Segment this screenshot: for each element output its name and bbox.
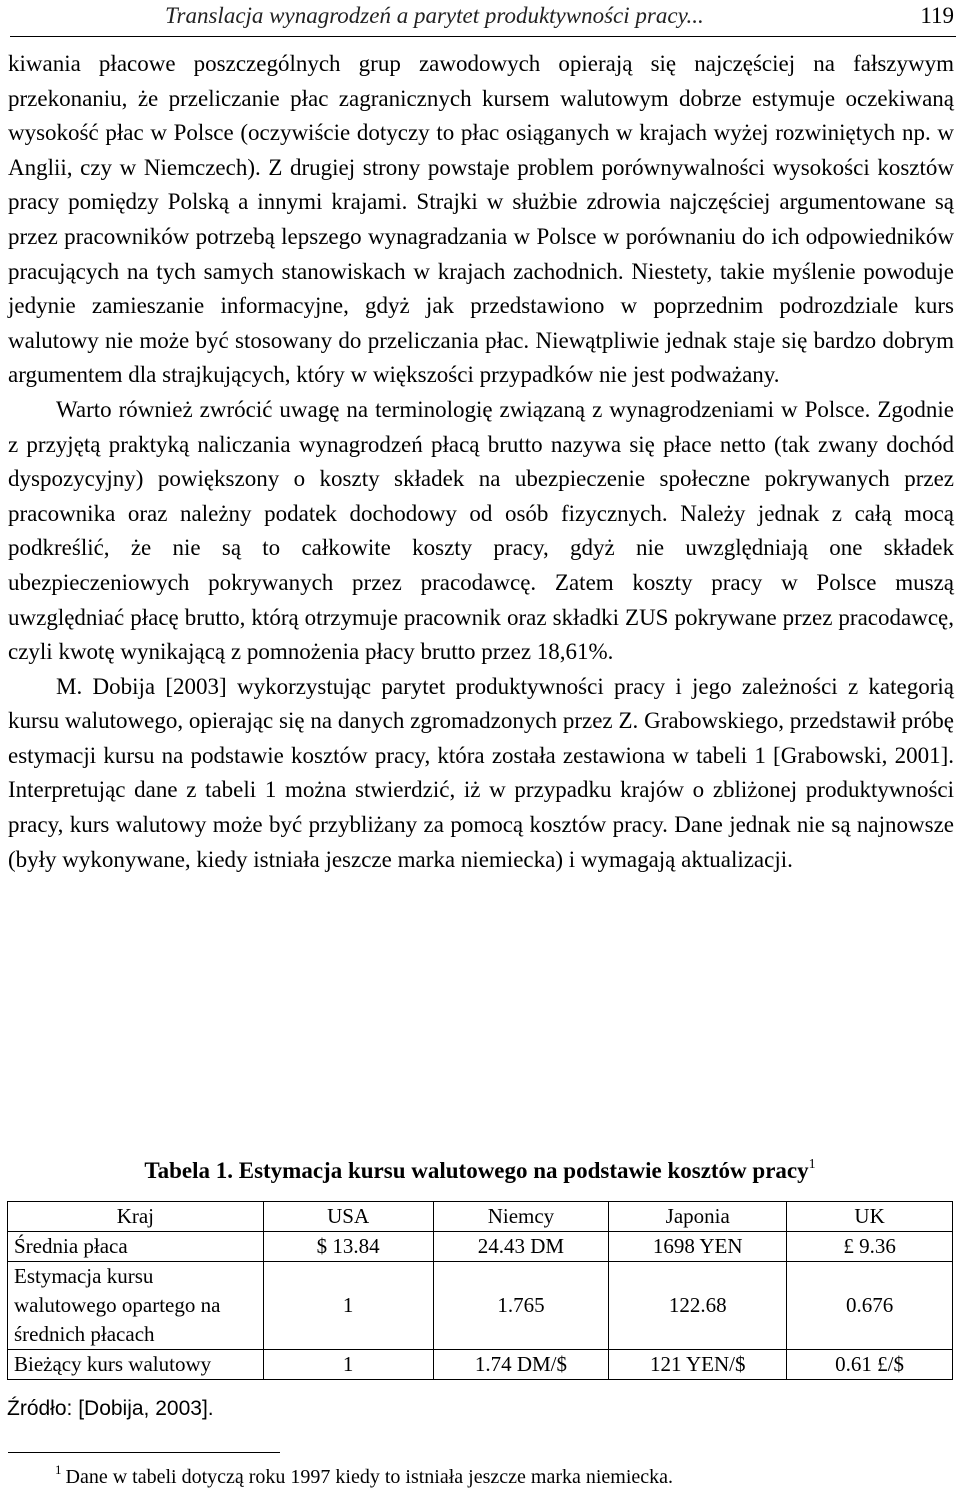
table-cell: 1 xyxy=(263,1262,433,1350)
running-title: Translacja wynagrodzeń a parytet produktywności pracy... xyxy=(165,3,704,28)
table-row-header: Bieżący kurs walutowy xyxy=(8,1350,264,1380)
page-number: 119 xyxy=(920,3,954,28)
table-header-cell: USA xyxy=(263,1202,433,1232)
table-header-cell: UK xyxy=(787,1202,953,1232)
paragraph-3: M. Dobija [2003] wykorzystując parytet produktywności pracy i jego zależności z kategorią kursu walutowego, opierając się na danych zgromadzonych przez Z. Grabowskiego, przedstawił próbę estymacji kursu na podstawie kosztów pracy, która została zestawiona w tabeli 1 [Grabowski, 2001]. Interpretując dane z tabeli 1 można stwierdzić, iż w przypadku krajów o zbliżonej produktywności pracy, kurs walutowy może być przybliżany za pomocą kosztów pracy. Dane jednak nie są najnowsze (były wykonywane, kiedy istniała jeszcze marka niemiecka) i wymagają aktualizacji. xyxy=(8,673,954,872)
table-cell: $ 13.84 xyxy=(263,1232,433,1262)
table-header-cell: Niemcy xyxy=(433,1202,609,1232)
footnote-divider xyxy=(8,1452,280,1453)
footnote-mark: 1 xyxy=(55,1462,62,1477)
table-cell: 121 YEN/$ xyxy=(609,1350,787,1380)
footnote xyxy=(55,1462,673,1489)
data-table xyxy=(7,1201,953,1380)
footnote-text: Dane w tabeli dotyczą roku 1997 kiedy to istniała jeszcze marka niemiecka. xyxy=(65,1466,674,1488)
table-cell: 24.43 DM xyxy=(433,1232,609,1262)
paragraph-1: kiwania płacowe poszczególnych grup zawodowych opierają się najczęściej na fałszywym przekonaniu, że przeliczanie płac zagranicznych kursem walutowym dobrze estymuje oczekiwaną wysokość płac w Polsce (oczywiście dotyczy to płac osiąganych w krajach wyżej rozwiniętych np. w Anglii, czy w Niemczech). Z drugiej strony powstaje problem porównywalności wysokości kosztów pracy pomiędzy Polską a innymi krajami. Strajki w służbie zdrowia najczęściej argumentowane są przez pracowników potrzebą lepszego wynagradzania w Polsce w porównaniu do ich odpowiedników pracujących na tych samych stanowiskach w krajach zachodnich. Niestety, takie myślenie powoduje jedynie zamieszanie informacyjne, gdyż jak przedstawiono w poprzednim podrozdziale kurs walutowy nie może być stosowany do przeliczania płac. Niewątpliwie jednak staje się bardzo dobrym argumentem dla strajkujących, który w większości przypadków nie jest podważany. xyxy=(8,51,954,388)
table-row-header: Estymacja kursu walutowego opartego na średnich płacach xyxy=(8,1262,264,1350)
table-title xyxy=(0,1157,960,1184)
table-cell: 0.676 xyxy=(787,1262,953,1350)
table-title-text: Tabela 1. Estymacja kursu walutowego na podstawie kosztów pracy xyxy=(144,1158,809,1183)
table-row-header: Średnia płaca xyxy=(8,1232,264,1262)
table-row xyxy=(8,1350,953,1380)
table-header-cell: Kraj xyxy=(8,1202,264,1232)
table-cell: 0.61 £/$ xyxy=(787,1350,953,1380)
table-header-row xyxy=(8,1202,953,1232)
table-source: Źródło: [Dobija, 2003]. xyxy=(7,1397,214,1420)
table-cell: 1 xyxy=(263,1350,433,1380)
table-cell: 1.765 xyxy=(433,1262,609,1350)
body-text xyxy=(8,47,954,877)
table-row xyxy=(8,1232,953,1262)
paragraph-2: Warto również zwrócić uwagę na terminologię związaną z wynagrodzeniami w Polsce. Zgodnie z przyjętą praktyką naliczania wynagrodzeń płacą brutto nazywa się płace netto (tak zwany dochód dyspozycyjny) powiększony o koszty składek na ubezpieczenie społeczne pokrywanych przez pracownika oraz należny podatek dochodowy od osób fizycznych. Należy jednak z całą mocą podkreślić, że nie są to całkowite koszty pracy, gdyż nie uwzględniają one składek ubezpieczeniowych pokrywanych przez pracodawcę. Zatem koszty pracy w Polsce muszą uwzględniać płacę brutto, którą otrzymuje pracownik oraz składki ZUS pokrywane przez pracodawcę, czyli kwotę wynikającą z pomnożenia płacy brutto przez 18,61%. xyxy=(8,396,954,665)
page-header xyxy=(10,0,956,37)
table-row xyxy=(8,1262,953,1350)
table-cell: 1.74 DM/$ xyxy=(433,1350,609,1380)
table-cell: 122.68 xyxy=(609,1262,787,1350)
table-title-footnote-mark: 1 xyxy=(808,1157,816,1172)
table-cell: 1698 YEN xyxy=(609,1232,787,1262)
table-header-cell: Japonia xyxy=(609,1202,787,1232)
table-cell: £ 9.36 xyxy=(787,1232,953,1262)
